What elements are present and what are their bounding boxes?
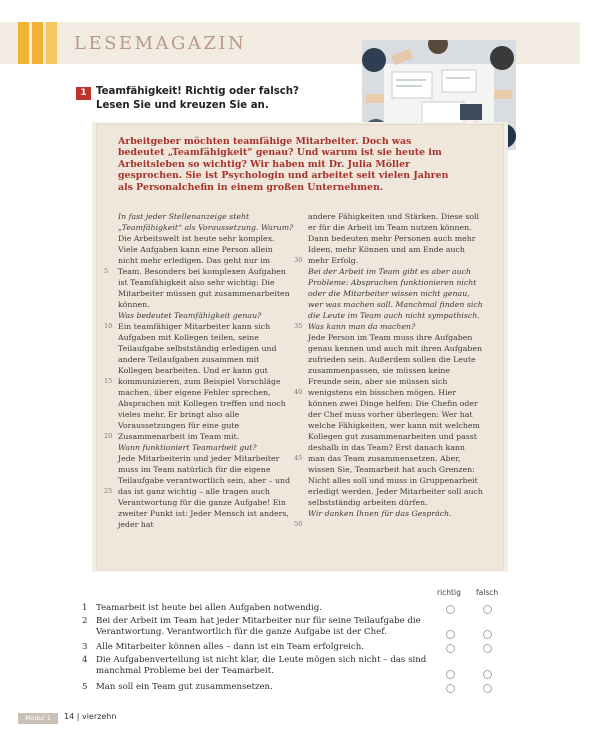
statement-text: Alle Mitarbeiter können alles – dann ist ein Team erfolgreich. — [96, 642, 364, 652]
statement-text: Die Aufgabenverteilung ist nicht klar, die Leute mögen sich nicht – das sind manchmal Probleme bei der Teamarbeit. — [96, 655, 427, 676]
statement-5-falsch-radio[interactable] — [483, 684, 492, 693]
statement-number: 1 — [82, 603, 88, 613]
task-number-badge: 1 — [76, 87, 91, 100]
statement-number: 5 — [82, 682, 88, 692]
task-instruction — [96, 85, 356, 112]
header-accent-bar — [32, 22, 43, 64]
statement-number: 4 — [82, 655, 88, 665]
module-badge: Modul 1 — [18, 713, 58, 724]
interview-question: Was bedeutet Teamfähigkeit genau? — [118, 311, 262, 320]
statement-1-falsch-radio[interactable] — [483, 605, 492, 614]
line-number: 15 — [104, 377, 113, 385]
statement-5 — [82, 682, 436, 693]
line-number: 20 — [104, 432, 113, 440]
interview-question: Bei der Arbeit im Team gibt es aber auch Probleme: Absprachen funktionieren nicht oder die Mitarbeiter wissen nicht genau, wer was machen soll. Manchmal finden sich die Leute im Team auch nicht sympathisch. Was kann man da machen? — [308, 267, 483, 331]
statement-1 — [82, 603, 436, 614]
falsch-column-header: falsch — [476, 588, 499, 597]
header-accent-bar — [46, 22, 57, 64]
statement-2-richtig-radio[interactable] — [446, 630, 455, 639]
statement-text: Man soll ein Team gut zusammensetzen. — [96, 682, 273, 692]
interview-answer: andere Fähigkeiten und Stärken. Diese soll er für die Arbeit im Team nutzen können. Dann bedeuten mehr Personen auch mehr Ideen, mehr Können und am Ende auch mehr Erfolg. — [308, 212, 480, 265]
statement-2-falsch-radio[interactable] — [483, 630, 492, 639]
richtig-column-header: richtig — [437, 588, 461, 597]
statement-number: 3 — [82, 642, 88, 652]
line-number: 50 — [294, 520, 303, 528]
task-line-2: Lesen Sie und kreuzen Sie an. — [96, 99, 269, 111]
interview-question: Wir danken Ihnen für das Gespräch. — [308, 509, 452, 518]
line-number: 25 — [104, 487, 113, 495]
interview-question: Wann funktioniert Teamarbeit gut? — [118, 443, 257, 452]
statement-1-richtig-radio[interactable] — [446, 605, 455, 614]
statement-3 — [82, 642, 436, 653]
interview-answer: Die Arbeitswelt ist heute sehr komplex. Viele Aufgaben kann eine Person allein nicht mehr erledigen. Das geht nur im Team. Besonders bei komplexen Aufgaben ist Teamfähigkeit also sehr wichtig: Die Mitarbeiter müssen gut zusammenarbeiten können. — [118, 234, 290, 309]
task-line-1: Teamfähigkeit! Richtig oder falsch? — [96, 86, 299, 97]
interview-question: In fast jeder Stellenanzeige steht „Teamfähigkeit“ als Voraussetzung. Warum? — [118, 212, 294, 232]
page-title: LESEMAGAZIN — [74, 33, 247, 54]
line-number: 5 — [104, 267, 109, 275]
statement-3-falsch-radio[interactable] — [483, 644, 492, 653]
article-column-right — [294, 211, 484, 528]
statement-4 — [82, 655, 436, 677]
article-column-left — [104, 211, 294, 530]
line-number: 35 — [294, 322, 303, 330]
page-number: 14 | vierzehn — [64, 712, 117, 721]
interview-answer: Jede Mitarbeiterin und jeder Mitarbeiter muss im Team natürlich für die eigene Teilaufgabe verantwortlich sein, aber – und das ist ganz wichtig – alle tragen auch Verantwortung für die ganze Aufgabe! Ein zweiter Punkt ist: Jeder Mensch ist anders, jeder hat — [118, 454, 291, 529]
header-accent-bar — [18, 22, 29, 64]
article-intro: Arbeitgeber möchten teamfähige Mitarbeiter. Doch was bedeutet „Teamfähigkeit“ genau? Und warum ist sie heute im Arbeitsleben so wichtig? Wir haben mit Dr. Julia Möller gesprochen. Sie ist Psychologin und arbeitet seit vielen Jahren als Personalchefin in einem großen Unternehmen. — [118, 136, 449, 193]
interview-answer: Ein teamfähiger Mitarbeiter kann sich Aufgaben mit Kollegen teilen, seine Teilaufgabe selbstständig erledigen und andere Teilaufgaben zusammen mit Kollegen bearbeiten. Und er kann gut kommunizieren, zum Beispiel Vorschläge machen, über eigene Fehler sprechen, Absprachen mit Kollegen treffen und noch vieles mehr. Er bringt also alle Voraussetzungen für eine gute Zusammenarbeit im Team mit. — [118, 322, 286, 441]
line-number: 40 — [294, 388, 303, 396]
line-number: 10 — [104, 322, 113, 330]
statement-text: Teamarbeit ist heute bei allen Aufgaben notwendig. — [96, 603, 323, 613]
interview-answer: Jede Person im Team muss ihre Aufgaben genau kennen und auch mit ihren Aufgaben zufrieden sein. Außerdem sollen die Leute zusammenpassen, sie müssen keine Freunde sein, aber sie müssen sich wenigstens ein bisschen mögen. Hier können zwei Dinge helfen: Die Chefin oder der Chef muss vorher überlegen: Wer hat welche Fähigkeiten, wer kann mit welchem Kollegen gut zusammenarbeiten und passt deshalb in das Team? Erst danach kann man das Team zusammensetzen. Aber, wissen Sie, Teamarbeit hat auch Grenzen: Nicht alles soll und muss in Gruppenarbeit erledigt werden. Jeder Mitarbeiter soll auch selbstständig arbeiten dürfen. — [308, 333, 483, 507]
statement-4-richtig-radio[interactable] — [446, 670, 455, 679]
statement-number: 2 — [82, 616, 88, 626]
statement-5-richtig-radio[interactable] — [446, 684, 455, 693]
line-number: 45 — [294, 454, 303, 462]
statement-4-falsch-radio[interactable] — [483, 670, 492, 679]
statement-text: Bei der Arbeit im Team hat jeder Mitarbeiter nur für seine Teilaufgabe die Verantwortung. Verantwortlich für die ganze Aufgabe ist der Chef. — [96, 616, 421, 637]
statement-2 — [82, 616, 436, 638]
statement-3-richtig-radio[interactable] — [446, 644, 455, 653]
line-number: 30 — [294, 256, 303, 264]
